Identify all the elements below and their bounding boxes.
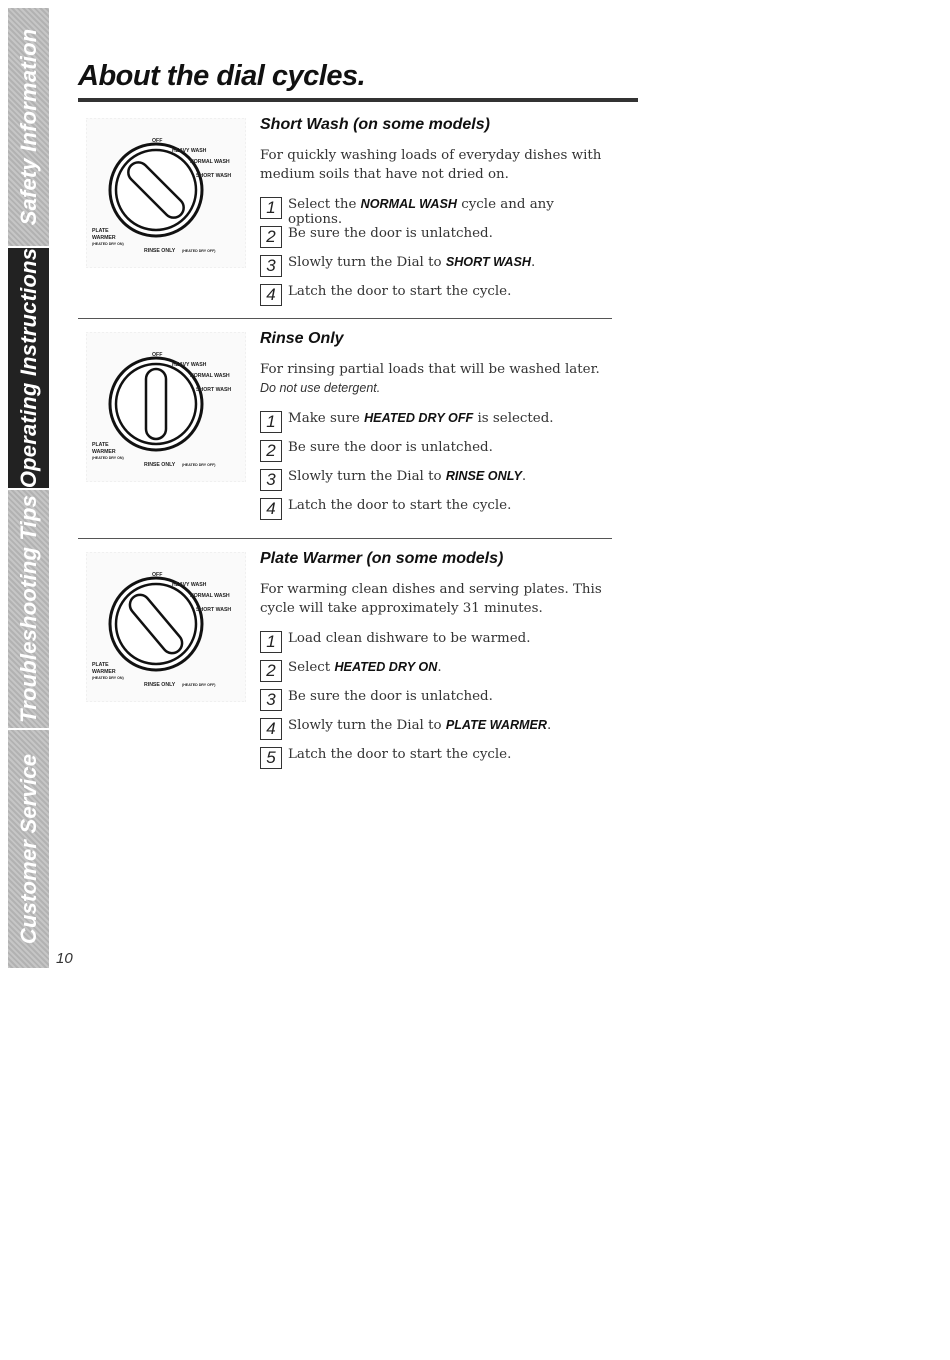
step-text-tail: .: [437, 660, 442, 675]
step-text-tail: .: [530, 255, 536, 270]
step-text: [288, 225, 493, 241]
dial-label-warmer: WARMER: [92, 449, 116, 455]
step-text-lead: Slowly turn the Dial to: [288, 469, 446, 484]
dial-knob: [146, 369, 166, 439]
step-keyword: PLATE WARMER: [445, 718, 548, 732]
step-number-box: 1: [260, 411, 282, 433]
dial-label-rinse: RINSE ONLY: [144, 248, 176, 254]
step-number-box: 3: [260, 689, 282, 711]
dial-label-rinse: RINSE ONLY: [144, 682, 176, 688]
step-number-box: 2: [260, 440, 282, 462]
step-item: [260, 225, 612, 254]
dial-illustration: [86, 552, 246, 702]
dial-label-normal: NORMAL WASH: [190, 373, 230, 379]
step-text-tail: is selected.: [473, 411, 554, 426]
step-number-box: 5: [260, 747, 282, 769]
step-text: [288, 497, 511, 513]
cycle-subtitle: (on some models): [366, 550, 504, 567]
cycle-description-text: For warming clean dishes and serving plates. This cycle will take approximately 31 minutes.: [260, 582, 602, 616]
section-heading: [260, 116, 612, 134]
step-keyword: SHORT WASH: [445, 255, 531, 269]
step-item: [260, 746, 612, 775]
step-item: [260, 439, 612, 468]
tab-label: Customer Service: [15, 753, 41, 945]
section-divider: [78, 538, 612, 539]
dial-label-normal: NORMAL WASH: [190, 593, 230, 599]
cycle-name: Plate Warmer: [260, 550, 362, 567]
cycle-name: Short Wash: [260, 116, 349, 133]
step-number-box: 2: [260, 226, 282, 248]
dial-label-normal: NORMAL WASH: [190, 159, 230, 165]
dial-label-short: SHORT WASH: [196, 173, 232, 179]
step-item: [260, 196, 612, 225]
step-text-lead: Be sure the door is unlatched.: [288, 440, 493, 455]
step-text-lead: Latch the door to start the cycle.: [288, 498, 512, 513]
step-text-lead: Select: [288, 660, 335, 675]
step-item: [260, 688, 612, 717]
step-item: [260, 630, 612, 659]
step-text-lead: Select the: [288, 197, 361, 212]
dial-label-warmer: WARMER: [92, 669, 116, 675]
step-number-box: 1: [260, 631, 282, 653]
step-item: [260, 254, 612, 283]
cycle-description: [260, 360, 612, 398]
step-number-box: 2: [260, 660, 282, 682]
section-content: [260, 550, 612, 775]
dial-illustration: [86, 118, 246, 268]
step-text: [288, 468, 526, 484]
step-keyword: HEATED DRY ON: [334, 660, 438, 674]
step-text-lead: Make sure: [288, 411, 365, 426]
step-text-lead: Load clean dishware to be warmed.: [288, 631, 531, 646]
section-content: [260, 330, 612, 526]
step-text: [288, 688, 493, 704]
step-text: [288, 196, 612, 227]
dial-label-off: OFF: [152, 572, 163, 578]
step-text-lead: Be sure the door is unlatched.: [288, 689, 493, 704]
step-text: [288, 630, 530, 646]
step-number-box: 4: [260, 498, 282, 520]
step-item: [260, 283, 612, 312]
step-text-lead: Slowly turn the Dial to: [288, 255, 446, 270]
cycle-description-text: For quickly washing loads of everyday dishes with medium soils that have not dried on.: [260, 148, 602, 182]
step-text: [288, 746, 511, 762]
section-heading: [260, 550, 612, 568]
dial-label-heated-off: (HEATED DRY OFF): [182, 463, 216, 467]
page-title: About the dial cycles.: [78, 60, 366, 92]
step-text-tail: .: [547, 718, 552, 733]
dial-label-heated-on: (HEATED DRY ON): [92, 676, 124, 680]
cycle-description: [260, 580, 612, 618]
step-number-box: 3: [260, 255, 282, 277]
dial-label-heavy: HEAVY WASH: [172, 582, 207, 588]
dial-label-off: OFF: [152, 138, 163, 144]
step-keyword: HEATED DRY OFF: [364, 411, 474, 425]
step-item: [260, 497, 612, 526]
tab-safety-information[interactable]: [8, 8, 49, 246]
dial-label-plate: PLATE: [92, 228, 109, 234]
step-text: [288, 410, 554, 426]
cycle-name: Rinse Only: [260, 330, 344, 347]
step-text-lead: Slowly turn the Dial to: [288, 718, 446, 733]
section-tabs: [8, 8, 49, 968]
dial-label-heavy: HEAVY WASH: [172, 148, 207, 154]
cycle-subtitle: (on some models): [353, 116, 490, 133]
dial-label-rinse: RINSE ONLY: [144, 462, 176, 468]
step-text: [288, 659, 442, 675]
step-text-lead: Latch the door to start the cycle.: [288, 747, 512, 762]
cycle-description: [260, 146, 612, 184]
step-number-box: 4: [260, 284, 282, 306]
section-content: [260, 116, 612, 312]
step-item: [260, 468, 612, 497]
section-heading: [260, 330, 612, 348]
section-divider: [78, 318, 612, 319]
tab-customer-service[interactable]: [8, 730, 49, 968]
step-text: [288, 717, 551, 733]
step-keyword: NORMAL WASH: [360, 197, 457, 211]
cycle-description-note: Do not use detergent.: [260, 381, 381, 395]
dial-label-off: OFF: [152, 352, 163, 358]
step-text-lead: Latch the door to start the cycle.: [288, 284, 512, 299]
step-text: [288, 283, 511, 299]
dial-label-heated-on: (HEATED DRY ON): [92, 242, 124, 246]
title-rule: [78, 98, 638, 102]
step-item: [260, 410, 612, 439]
dial-label-plate: PLATE: [92, 662, 109, 668]
tab-troubleshooting-tips[interactable]: [8, 490, 49, 728]
tab-label: Troubleshooting Tips: [15, 494, 41, 724]
step-text-tail: cycle and any options.: [288, 197, 554, 227]
step-item: [260, 717, 612, 746]
dial-label-short: SHORT WASH: [196, 607, 232, 613]
dial-label-plate: PLATE: [92, 442, 109, 448]
dial-label-warmer: WARMER: [92, 235, 116, 241]
step-text-lead: Be sure the door is unlatched.: [288, 226, 493, 241]
dial-label-heavy: HEAVY WASH: [172, 362, 207, 368]
step-text: [288, 439, 493, 455]
cycle-description-text: For rinsing partial loads that will be washed later.: [260, 362, 600, 377]
dial-label-heated-off: (HEATED DRY OFF): [182, 683, 216, 687]
step-number-box: 3: [260, 469, 282, 491]
dial-label-heated-on: (HEATED DRY ON): [92, 456, 124, 460]
page-number: 10: [56, 950, 73, 967]
step-keyword: RINSE ONLY: [445, 469, 522, 483]
dial-label-short: SHORT WASH: [196, 387, 232, 393]
step-item: [260, 659, 612, 688]
step-text: [288, 254, 535, 270]
step-number-box: 4: [260, 718, 282, 740]
step-number-box: 1: [260, 197, 282, 219]
dial-label-heated-off: (HEATED DRY OFF): [182, 249, 216, 253]
tab-label: Safety Information: [15, 28, 41, 226]
tab-operating-instructions[interactable]: [8, 248, 49, 488]
dial-illustration: [86, 332, 246, 482]
tab-label: Operating Instructions: [15, 247, 41, 489]
step-text-tail: .: [521, 469, 527, 484]
